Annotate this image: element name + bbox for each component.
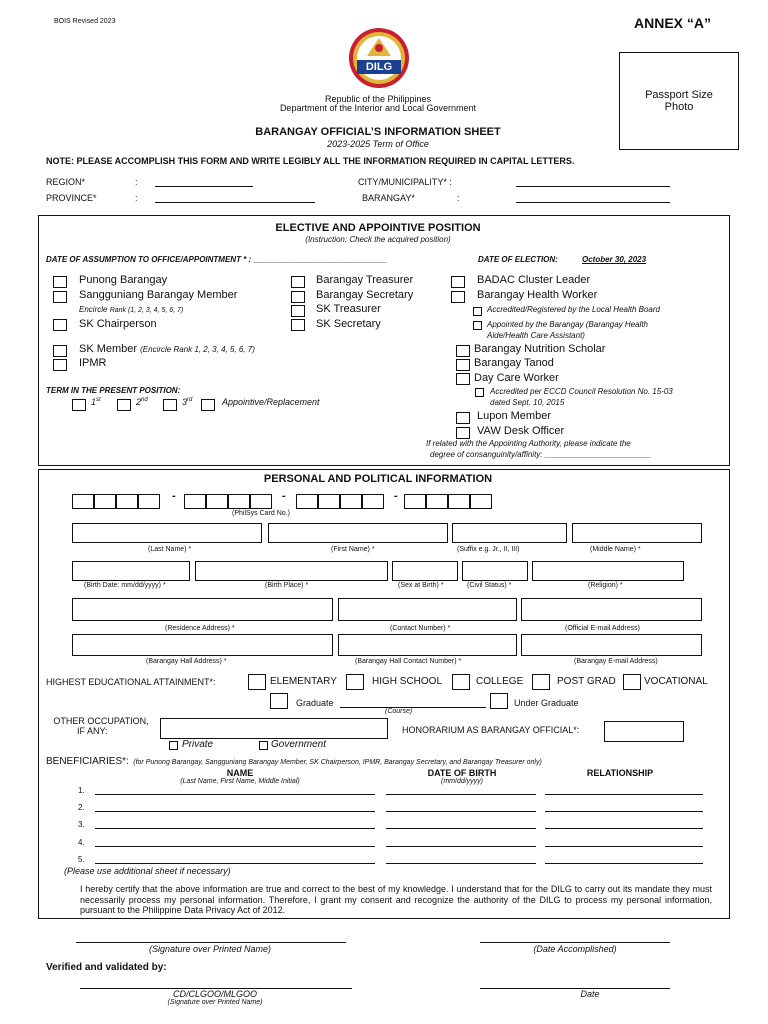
certify-text: I hereby certify that the above information are true and correct to the best of my knowledge. I understand that for the DILG to carry out its mandate they must necessarily process my personal information. Therefore, I grant my consent and recognize the authority of the DILG to process my personal information, pursuant to the Philippine Data Privacy Act of 2012. xyxy=(80,884,712,915)
term-3-sup: rd xyxy=(187,397,193,403)
eccd-1: Accredited per ECCD Council Resolution No. 15-03 xyxy=(490,387,673,396)
contact-input[interactable] xyxy=(338,598,517,621)
checkbox-term-2[interactable] xyxy=(117,399,131,411)
checkbox-sk-member[interactable] xyxy=(53,345,67,357)
sangguniang-label: Sangguniang Barangay Member xyxy=(79,289,238,301)
bhw-appointed-1: Appointed by the Barangay (Barangay Health xyxy=(487,320,648,329)
checkbox-private[interactable] xyxy=(169,741,178,750)
philsys-digit-cell[interactable] xyxy=(138,494,160,509)
beneficiary-relationship-field[interactable] xyxy=(545,811,703,812)
province-field[interactable] xyxy=(155,202,315,203)
note: NOTE: PLEASE ACCOMPLISH THIS FORM AND WRITE LEGIBLY ALL THE INFORMATION REQUIRED IN CAPITAL LETTERS. xyxy=(46,156,575,166)
residence-label: (Residence Address) * xyxy=(165,625,235,632)
term-1-sup: st xyxy=(96,397,101,403)
barangay-label: BARANGAY* xyxy=(362,193,415,203)
checkbox-punong[interactable] xyxy=(53,276,67,288)
date-accomplished-label: (Date Accomplished) xyxy=(533,944,617,954)
beneficiary-name-field[interactable] xyxy=(95,794,375,795)
private-label: Private xyxy=(182,739,214,750)
nutrition-label: Barangay Nutrition Scholar xyxy=(474,343,606,355)
dob-header: DATE OF BIRTH xyxy=(427,768,497,778)
punong-label: Punong Barangay xyxy=(79,274,168,286)
term-1: 1 xyxy=(91,397,97,407)
checkbox-vaw[interactable] xyxy=(456,427,470,439)
encircle-b: Rank (1, 2, 3, 4, 5, 6, 7) xyxy=(109,307,184,314)
philsys-digit-cell[interactable] xyxy=(250,494,272,509)
name-sub: (Last Name, First Name, Middle Initial) xyxy=(180,778,300,785)
beneficiary-row-number: 3. xyxy=(78,820,85,829)
checkbox-bhw-appointed[interactable] xyxy=(473,321,482,330)
beneficiaries-note: (for Punong Barangay, Sangguniang Barangay Member, SK Chairperson, IPMR, Barangay Secretary, and Barangay Treasurer only) xyxy=(133,759,542,766)
residence-input[interactable] xyxy=(72,598,333,621)
beneficiary-dob-field[interactable] xyxy=(386,811,536,812)
term-appointive: Appointive/Replacement xyxy=(222,397,320,407)
checkbox-graduate[interactable] xyxy=(270,693,288,709)
civil-label: (Civil Status) * xyxy=(467,582,512,589)
position-instruction: (Instruction: Check the acquired position) xyxy=(305,235,451,244)
postgrad-label: POST GRAD xyxy=(557,676,616,687)
philsys-dash-3: - xyxy=(394,490,398,502)
hall-contact-input[interactable] xyxy=(338,634,517,656)
term-office: 2023-2025 Term of Office xyxy=(327,139,429,149)
checkbox-vocational[interactable] xyxy=(623,674,641,690)
beneficiary-name-field[interactable] xyxy=(95,811,375,812)
last-name-label: (Last Name) * xyxy=(148,546,192,553)
hall-email-input[interactable] xyxy=(521,634,702,656)
checkbox-nutrition[interactable] xyxy=(456,345,470,357)
secretary-label: Barangay Secretary xyxy=(316,289,414,301)
region-field[interactable] xyxy=(155,186,253,187)
suffix-input[interactable] xyxy=(452,523,567,543)
philsys-dash-1: - xyxy=(172,490,176,502)
beneficiary-relationship-field[interactable] xyxy=(545,863,703,864)
signature-line[interactable] xyxy=(76,942,346,943)
honorarium-label: HONORARIUM AS BARANGAY OFFICIAL*: xyxy=(402,725,580,735)
daycare-label: Day Care Worker xyxy=(474,372,559,384)
checkbox-highschool[interactable] xyxy=(346,674,364,690)
logo-text: DILG xyxy=(365,61,393,73)
assumption-label: DATE OF ASSUMPTION TO OFFICE/APPOINTMENT * : ______________________________ xyxy=(46,255,387,264)
philsys-digit-cell[interactable] xyxy=(470,494,492,509)
checkbox-sk-chair[interactable] xyxy=(53,319,67,331)
education-label: HIGHEST EDUCATIONAL ATTAINMENT*: xyxy=(46,677,216,687)
beneficiary-dob-field[interactable] xyxy=(386,794,536,795)
clgoo-label: CD/CLGOO/MLGOO xyxy=(172,989,257,999)
tanod-label: Barangay Tanod xyxy=(474,357,554,369)
first-name-label: (First Name) * xyxy=(331,546,375,553)
photo-label-1: Passport Size xyxy=(645,89,713,101)
position-section xyxy=(38,215,730,466)
checkbox-sk-secretary[interactable] xyxy=(291,319,305,331)
beneficiary-name-field[interactable] xyxy=(95,863,375,864)
contact-label: (Contact Number) * xyxy=(390,625,451,632)
checkbox-daycare[interactable] xyxy=(456,373,470,385)
lupon-label: Lupon Member xyxy=(477,410,551,422)
election-label: DATE OF ELECTION: xyxy=(478,255,558,264)
vaw-label: VAW Desk Officer xyxy=(477,425,565,437)
middle-name-label: (Middle Name) * xyxy=(590,546,641,553)
checkbox-lupon[interactable] xyxy=(456,412,470,424)
philsys-digit-cell[interactable] xyxy=(426,494,448,509)
department-label: Department of the Interior and Local Government xyxy=(279,103,477,113)
form-title: BARANGAY OFFICIAL’S INFORMATION SHEET xyxy=(255,126,501,138)
philsys-digit-cell[interactable] xyxy=(72,494,94,509)
philsys-digit-cell[interactable] xyxy=(340,494,362,509)
checkbox-badac[interactable] xyxy=(451,276,465,288)
additional-note: (Please use additional sheet if necessary) xyxy=(64,866,231,876)
philsys-digit-cell[interactable] xyxy=(184,494,206,509)
term-2-sup: nd xyxy=(141,397,148,403)
philsys-digit-cell[interactable] xyxy=(228,494,250,509)
sk-member-label: SK Member xyxy=(79,343,138,355)
checkbox-eccd[interactable] xyxy=(475,388,484,397)
birth-place-label: (Birth Place) * xyxy=(265,582,309,589)
election-date: October 30, 2023 xyxy=(582,255,647,264)
bhw-accredited-label: Accredited/Registered by the Local Health Board xyxy=(487,305,660,314)
elementary-label: ELEMENTARY xyxy=(270,676,337,687)
checkbox-term-1[interactable] xyxy=(72,399,86,411)
first-name-input[interactable] xyxy=(268,523,448,543)
region-label: REGION* xyxy=(46,177,86,187)
checkbox-bhw[interactable] xyxy=(451,291,465,303)
birth-date-input[interactable] xyxy=(72,561,190,581)
beneficiary-relationship-field[interactable] xyxy=(545,828,703,829)
beneficiary-row-number: 4. xyxy=(78,838,85,847)
philsys-digit-cell[interactable] xyxy=(94,494,116,509)
graduate-label: Graduate xyxy=(296,698,334,708)
beneficiary-dob-field[interactable] xyxy=(386,828,536,829)
sex-label: (Sex at Birth) * xyxy=(398,582,444,589)
beneficiaries-label: BENEFICIARIES*: xyxy=(46,756,129,767)
religion-label: (Religion) * xyxy=(588,582,623,589)
honorarium-input[interactable] xyxy=(604,721,684,742)
dilg-logo xyxy=(342,26,416,90)
email-input[interactable] xyxy=(521,598,702,621)
other-occupation-input[interactable] xyxy=(160,718,388,739)
bhw-appointed-2: Aide/Health Care Assistant) xyxy=(487,331,585,340)
date-accomplished-line[interactable] xyxy=(480,942,670,943)
checkbox-term-appointive[interactable] xyxy=(201,399,215,411)
checkbox-government[interactable] xyxy=(259,741,268,750)
related-1: If related with the Appointing Authority, please indicate the xyxy=(426,439,631,448)
philsys-label: (PhilSys Card No.) xyxy=(232,510,290,517)
date-label: Date xyxy=(580,989,600,999)
beneficiary-row-number: 2. xyxy=(78,803,85,812)
verified-label: Verified and validated by: xyxy=(46,962,167,973)
philsys-digit-cell[interactable] xyxy=(362,494,384,509)
checkbox-sangguniang[interactable] xyxy=(53,291,67,303)
hall-contact-label: (Barangay Hall Contact Number) * xyxy=(355,658,462,665)
annex-label: ANNEX “A” xyxy=(634,15,712,31)
related-2: degree of consanguinity/affinity: ________________________ xyxy=(430,450,652,459)
checkbox-bhw-accredited[interactable] xyxy=(473,307,482,316)
philsys-digit-cell[interactable] xyxy=(206,494,228,509)
barangay-colon: : xyxy=(457,193,460,203)
undergrad-label: Under Graduate xyxy=(514,698,579,708)
checkbox-ipmr[interactable] xyxy=(53,359,67,371)
bhw-label: Barangay Health Worker xyxy=(477,289,598,301)
encircle-a: Encircle xyxy=(79,305,108,314)
religion-input[interactable] xyxy=(532,561,684,581)
position-title: ELECTIVE AND APPOINTIVE POSITION xyxy=(275,222,481,234)
philsys-digit-cell[interactable] xyxy=(318,494,340,509)
course-label: (Course) xyxy=(385,708,413,715)
beneficiary-dob-field[interactable] xyxy=(386,846,536,847)
civil-status-input[interactable] xyxy=(462,561,528,581)
birth-date-label: (Birth Date: mm/dd/yyyy) * xyxy=(84,582,166,589)
province-colon: : xyxy=(135,193,138,203)
philsys-digit-cell[interactable] xyxy=(116,494,138,509)
beneficiary-row-number: 5. xyxy=(78,855,85,864)
sk-secretary-label: SK Secretary xyxy=(316,318,381,330)
checkbox-term-3[interactable] xyxy=(163,399,177,411)
barangay-field[interactable] xyxy=(516,202,670,203)
photo-box[interactable] xyxy=(619,52,739,150)
checkbox-sk-treasurer[interactable] xyxy=(291,305,305,317)
philsys-digit-cell[interactable] xyxy=(296,494,318,509)
city-field[interactable] xyxy=(516,186,670,187)
beneficiary-relationship-field[interactable] xyxy=(545,846,703,847)
signature-label: (Signature over Printed Name) xyxy=(148,944,272,954)
highschool-label: HIGH SCHOOL xyxy=(372,676,443,687)
hall-email-label: (Barangay E-mail Address) xyxy=(574,658,658,665)
other-occ-1: OTHER OCCUPATION, xyxy=(53,716,149,726)
badac-label: BADAC Cluster Leader xyxy=(477,274,591,286)
city-label: CITY/MUNICIPALITY* : xyxy=(358,177,452,187)
sex-input[interactable] xyxy=(392,561,458,581)
beneficiary-name-field[interactable] xyxy=(95,846,375,847)
term-label: TERM IN THE PRESENT POSITION: xyxy=(46,386,181,395)
revision-label: BOIS Revised 2023 xyxy=(54,18,116,25)
republic-label: Republic of the Philippines xyxy=(324,94,432,104)
eccd-2: dated Sept. 10, 2015 xyxy=(490,398,565,407)
government-label: Government xyxy=(271,739,327,750)
birth-place-input[interactable] xyxy=(195,561,388,581)
beneficiary-relationship-field[interactable] xyxy=(545,794,703,795)
checkbox-undergrad[interactable] xyxy=(490,693,508,709)
sk-treasurer-label: SK Treasurer xyxy=(316,303,381,315)
region-colon: : xyxy=(135,177,138,187)
philsys-dash-2: - xyxy=(282,490,286,502)
email-label: (Official E-mail Address) xyxy=(565,625,640,632)
checkbox-postgrad[interactable] xyxy=(532,674,550,690)
rel-header: RELATIONSHIP xyxy=(586,768,654,778)
term-2: 2 xyxy=(136,397,142,407)
clgoo-sig-label: (Signature over Printed Name) xyxy=(167,999,263,1006)
hall-address-input[interactable] xyxy=(72,634,333,656)
college-label: COLLEGE xyxy=(476,676,524,687)
sk-member-rank: (Encircle Rank 1, 2, 3, 4, 5, 6, 7) xyxy=(140,345,255,354)
dob-sub: (mm/dd/yyyy) xyxy=(441,778,483,785)
suffix-label: (Suffix e.g. Jr., II, III) xyxy=(457,546,520,553)
beneficiary-name-field[interactable] xyxy=(95,828,375,829)
vocational-label: VOCATIONAL xyxy=(644,676,708,687)
beneficiary-row-number: 1. xyxy=(78,786,85,795)
photo-label-2: Photo xyxy=(664,101,694,113)
middle-name-input[interactable] xyxy=(572,523,702,543)
philsys-digit-cell[interactable] xyxy=(448,494,470,509)
hall-address-label: (Barangay Hall Address) * xyxy=(146,658,227,665)
checkbox-secretary[interactable] xyxy=(291,291,305,303)
other-occ-2: IF ANY: xyxy=(77,726,108,736)
sk-chair-label: SK Chairperson xyxy=(79,318,157,330)
term-3: 3 xyxy=(182,397,188,407)
beneficiary-dob-field[interactable] xyxy=(386,863,536,864)
checkbox-elementary[interactable] xyxy=(248,674,266,690)
ipmr-label: IPMR xyxy=(79,357,107,369)
province-label: PROVINCE* xyxy=(46,193,97,203)
last-name-input[interactable] xyxy=(72,523,262,543)
checkbox-tanod[interactable] xyxy=(456,359,470,371)
checkbox-treasurer[interactable] xyxy=(291,276,305,288)
course-field[interactable] xyxy=(340,707,486,708)
name-header: NAME xyxy=(226,768,254,778)
philsys-digit-cell[interactable] xyxy=(404,494,426,509)
personal-title: PERSONAL AND POLITICAL INFORMATION xyxy=(263,473,493,485)
treasurer-label: Barangay Treasurer xyxy=(316,274,414,286)
checkbox-college[interactable] xyxy=(452,674,470,690)
